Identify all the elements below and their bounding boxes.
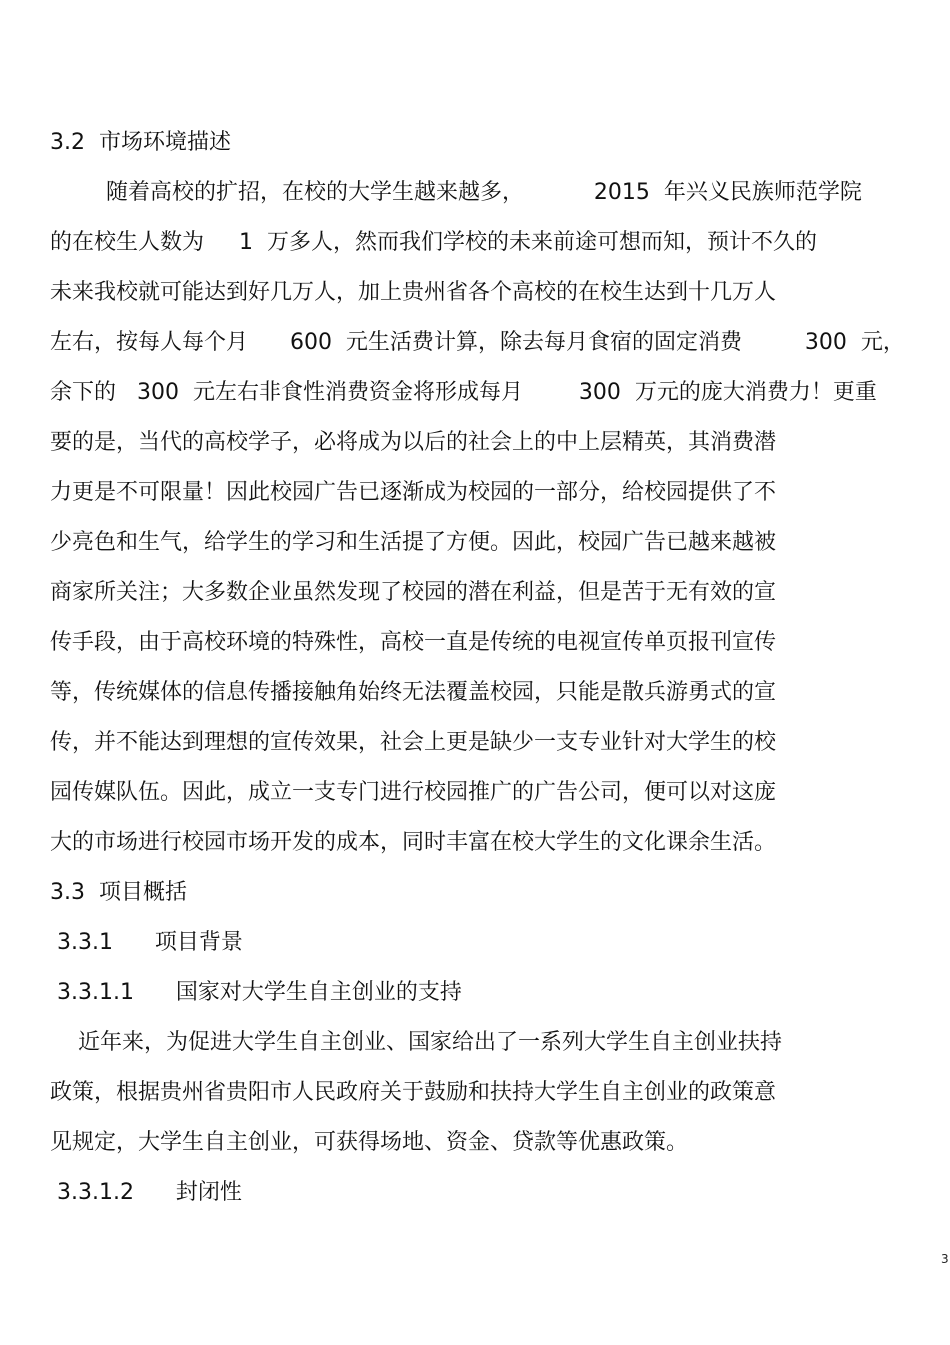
paragraph-line: 左右，按每人每个月 600 元生活费计算，除去每月食宿的固定消费 300 元， — [50, 330, 905, 355]
paragraph-line: 少亮色和生气，给学生的学习和生活提了方便。因此，校园广告已越来越被 — [50, 530, 777, 555]
paragraph-line: 见规定，大学生自主创业，可获得场地、资金、贷款等优惠政策。 — [50, 1130, 689, 1155]
paragraph-line: 园传媒队伍。因此，成立一支专门进行校园推广的广告公司，便可以对这庞 — [50, 780, 777, 805]
section-heading-3-2: 3.2 市场环境描述 — [50, 130, 231, 155]
page-number: 3 — [941, 1252, 949, 1266]
paragraph-line: 随着高校的扩招，在校的大学生越来越多， 2015 年兴义民族师范学院 — [50, 180, 862, 205]
paragraph-line: 商家所关注；大多数企业虽然发现了校园的潜在利益，但是苦于无有效的宣 — [50, 580, 777, 605]
paragraph-line: 传手段，由于高校环境的特殊性，高校一直是传统的电视宣传单页报刊宣传 — [50, 630, 777, 655]
paragraph-line: 余下的 300 元左右非食性消费资金将形成每月 300 万元的庞大消费力！更重 — [50, 380, 877, 405]
section-heading-3-3-1: 3.3.1 项目背景 — [50, 930, 243, 955]
paragraph-line: 近年来，为促进大学生自主创业、国家给出了一系列大学生自主创业扶持 — [50, 1030, 782, 1055]
paragraph-line: 等，传统媒体的信息传播接触角始终无法覆盖校园，只能是散兵游勇式的宣 — [50, 680, 777, 705]
paragraph-line: 要的是，当代的高校学子，必将成为以后的社会上的中上层精英，其消费潜 — [50, 430, 777, 455]
paragraph-line: 力更是不可限量！因此校园广告已逐渐成为校园的一部分，给校园提供了不 — [50, 480, 777, 505]
paragraph-line: 大的市场进行校园市场开发的成本，同时丰富在校大学生的文化课余生活。 — [50, 830, 777, 855]
section-heading-3-3: 3.3 项目概括 — [50, 880, 187, 905]
section-heading-3-3-1-1: 3.3.1.1 国家对大学生自主创业的支持 — [50, 980, 462, 1005]
paragraph-line: 传，并不能达到理想的宣传效果，社会上更是缺少一支专业针对大学生的校 — [50, 730, 777, 755]
section-heading-3-3-1-2: 3.3.1.2 封闭性 — [50, 1180, 242, 1205]
paragraph-line: 未来我校就可能达到好几万人，加上贵州省各个高校的在校生达到十几万人 — [50, 280, 777, 305]
paragraph-line: 政策，根据贵州省贵阳市人民政府关于鼓励和扶持大学生自主创业的政策意 — [50, 1080, 777, 1105]
paragraph-line: 的在校生人数为 1 万多人，然而我们学校的未来前途可想而知，预计不久的 — [50, 230, 817, 255]
